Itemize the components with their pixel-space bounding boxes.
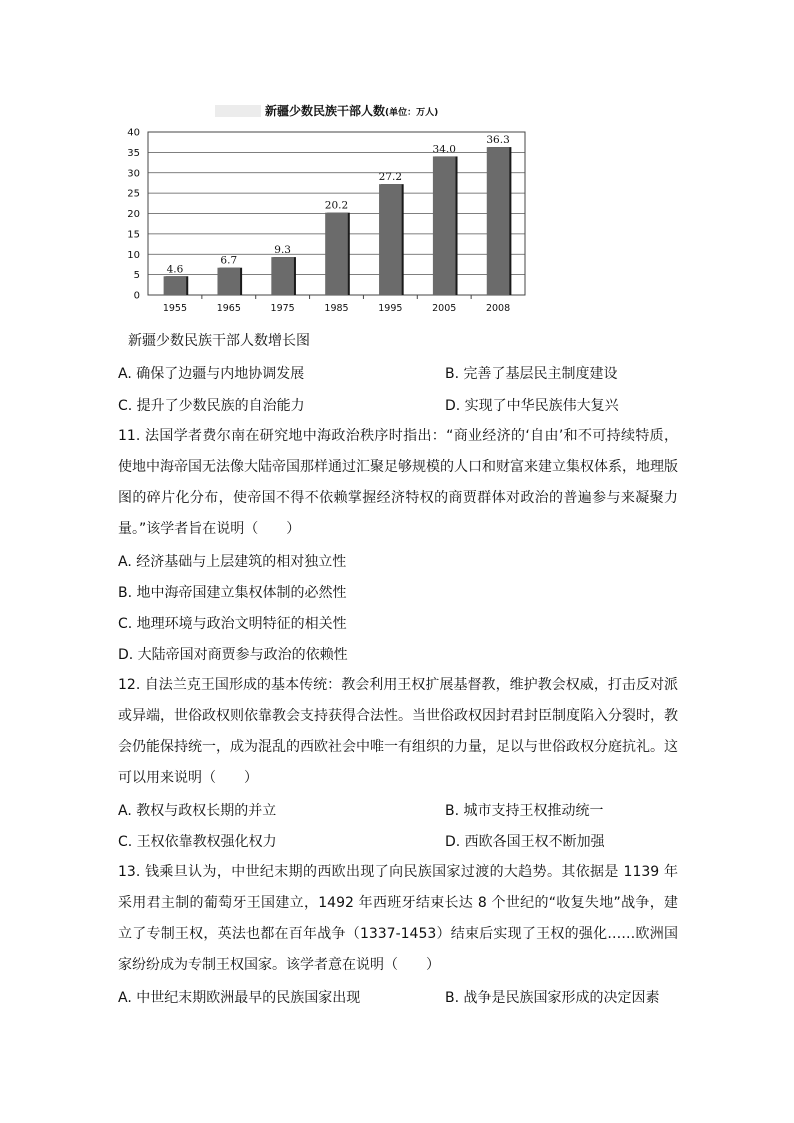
bar-value-label: 36.3 — [486, 134, 510, 147]
x-tick-label: 1995 — [378, 303, 403, 314]
q10-option-c: C. 提升了少数民族的自治能力 — [118, 398, 305, 414]
bar — [379, 184, 402, 295]
bar — [217, 268, 240, 295]
q13-stem: 13. 钱乘旦认为，中世纪末期的西欧出现了向民族国家过渡的大趋势。其依据是 1139 年采用君主制的葡萄牙王国建立，1492 年西班牙结束长达 8 个世纪的“收复失地”战争，建立了专制王权，英法也都在百年战争（1337-1453）结束后实现了王权的强化……欧洲国家纷纷成为专制王权国家。该学者意在说明（ ） — [118, 864, 678, 973]
q12-option-c: C. 王权依靠教权强化权力 — [118, 834, 277, 850]
bar-chart — [115, 96, 535, 321]
x-tick-label: 2005 — [432, 303, 457, 314]
bar-value-label: 6.7 — [220, 254, 238, 267]
chart-svg — [115, 96, 535, 321]
y-tick-label: 40 — [127, 127, 140, 139]
x-tick-label: 1955 — [162, 303, 188, 314]
q10-option-d: D. 实现了中华民族伟大复兴 — [445, 398, 619, 414]
q13-option-a: A. 中世纪末期欧洲最早的民族国家出现 — [118, 990, 361, 1006]
q12-stem: 12. 自法兰克王国形成的基本传统：教会利用王权扩展基督教，维护教会权威，打击反对派或异端，世俗政权则依靠教会支持获得合法性。当世俗政权因封君封臣制度陷入分裂时，教会仍能保持统一，成为混乱的西欧社会中唯一有组织的力量，足以与世俗政权分庭抗礼。这可以用来说明（ ） — [118, 677, 678, 786]
q13-option-b: B. 战争是民族国家形成的决定因素 — [445, 990, 660, 1006]
y-tick-label: 20 — [127, 209, 140, 220]
q11-stem: 11. 法国学者费尔南在研究地中海政治秩序时指出：“商业经济的‘自由’和不可持续特质，使地中海帝国无法像大陆帝国那样通过汇聚足够规模的人口和财富来建立集权体系，地理版图的碎片化分布，使帝国不得不依赖掌握经济特权的商贾群体对政治的普遍参与来凝聚力量。”该学者旨在说明（ ） — [118, 428, 678, 537]
q10-option-a: A. 确保了边疆与内地协调发展 — [118, 366, 305, 382]
bar-value-label: 4.6 — [166, 263, 184, 276]
y-tick-label: 30 — [127, 168, 140, 180]
q11-option-a: A. 经济基础与上层建筑的相对独立性 — [118, 554, 347, 570]
q12-option-a: A. 教权与政权长期的并立 — [118, 803, 277, 819]
y-tick-label: 25 — [127, 188, 140, 200]
bar — [487, 147, 510, 295]
bar — [164, 276, 187, 295]
y-tick-label: 15 — [127, 229, 140, 241]
y-tick-label: 35 — [127, 147, 140, 159]
x-tick-label: 1965 — [216, 303, 241, 314]
q11-option-c: C. 地理环境与政治文明特征的相关性 — [118, 616, 347, 632]
bar-value-label: 20.2 — [324, 199, 349, 212]
q10-option-b: B. 完善了基层民主制度建设 — [445, 366, 618, 382]
bar — [433, 156, 456, 295]
x-tick-label: 2008 — [485, 303, 511, 314]
chart-title-unit: (单位：万人) — [385, 108, 439, 118]
bar-value-label: 9.3 — [274, 244, 291, 257]
q11-option-d: D. 大陆帝国对商贾参与政治的依赖性 — [118, 647, 348, 663]
chart-caption: 新疆少数民族干部人数增长图 — [128, 333, 310, 349]
x-tick-label: 1975 — [270, 303, 295, 314]
q11-option-b: B. 地中海帝国建立集权体制的必然性 — [118, 585, 347, 601]
y-tick-label: 0 — [133, 290, 140, 302]
chart-title-text: 新疆少数民族干部人数 — [265, 104, 386, 118]
bar-value-label: 34.0 — [432, 143, 456, 156]
x-tick-label: 1985 — [324, 303, 349, 314]
y-tick-label: 5 — [133, 270, 140, 282]
y-tick-label: 10 — [127, 249, 140, 261]
bar-value-label: 27.2 — [378, 171, 403, 184]
q12-option-d: D. 西欧各国王权不断加强 — [445, 834, 605, 850]
bar — [325, 213, 348, 295]
q12-option-b: B. 城市支持王权推动统一 — [445, 803, 604, 819]
bar — [271, 257, 294, 295]
